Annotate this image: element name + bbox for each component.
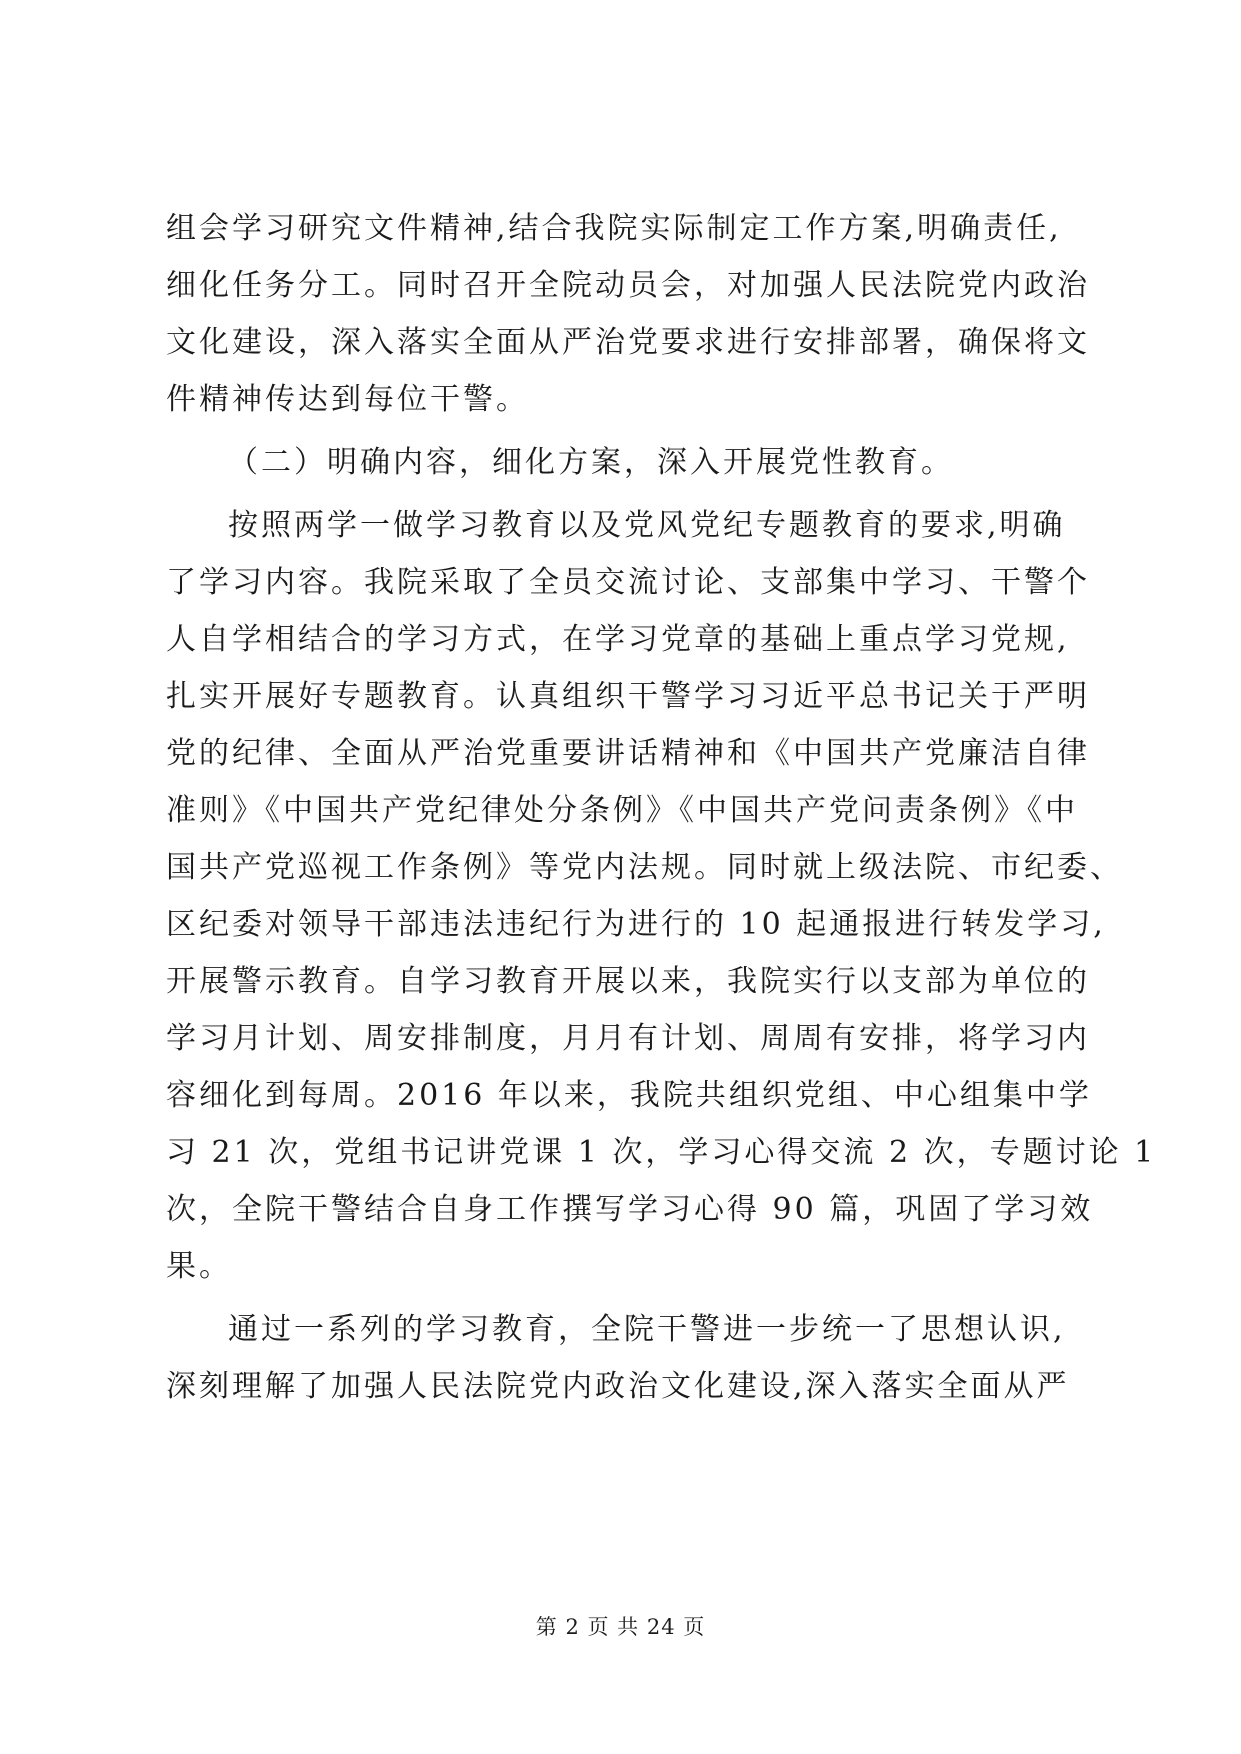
text-line: 深刻理解了加强人民法院党内政治文化建设,深入落实全面从严 xyxy=(166,1369,1070,1404)
text-line: 通过一系列的学习教育，全院干警进一步统一了思想认识, xyxy=(228,1312,1066,1347)
text-line: 学习月计划、周安排制度，月月有计划、周周有安排，将学习内 xyxy=(166,1021,1090,1056)
text-line: 开展警示教育。自学习教育开展以来，我院实行以支部为单位的 xyxy=(166,964,1090,999)
text-line: 件精神传达到每位干警。 xyxy=(166,382,529,417)
section-heading-text: （二）明确内容，细化方案，深入开展党性教育。 xyxy=(228,445,954,480)
text-line: 国共产党巡视工作条例》等党内法规。同时就上级法院、市纪委、 xyxy=(166,850,1123,885)
text-line: 组会学习研究文件精神,结合我院实际制定工作方案,明确责任, xyxy=(166,211,1062,246)
paragraph-continuation xyxy=(166,200,1090,428)
text-line: 细化任务分工。同时召开全院动员会，对加强人民法院党内政治 xyxy=(166,268,1090,303)
section-heading xyxy=(166,434,1082,491)
text-line: 容细化到每周。2016 年以来，我院共组织党组、中心组集中学 xyxy=(166,1078,1092,1113)
text-line: 人自学相结合的学习方式，在学习党章的基础上重点学习党规, xyxy=(166,622,1070,657)
text-line: 扎实开展好专题教育。认真组织干警学习习近平总书记关于严明 xyxy=(166,679,1090,714)
text-line: 文化建设，深入落实全面从严治党要求进行安排部署，确保将文 xyxy=(166,325,1090,360)
text-line: 党的纪律、全面从严治党重要讲话精神和《中国共产党廉洁自律 xyxy=(166,736,1090,771)
text-line: 区纪委对领导干部违法违纪行为进行的 10 起通报进行转发学习, xyxy=(166,907,1106,942)
text-line: 按照两学一做学习教育以及党风党纪专题教育的要求,明确 xyxy=(228,508,1066,543)
text-line: 习 21 次，党组书记讲党课 1 次，学习心得交流 2 次，专题讨论 1 xyxy=(166,1135,1157,1170)
text-line: 次，全院干警结合自身工作撰写学习心得 90 篇，巩固了学习效 xyxy=(166,1192,1094,1227)
paragraph-study-content xyxy=(166,497,1157,1295)
text-line: 了学习内容。我院采取了全员交流讨论、支部集中学习、干警个 xyxy=(166,565,1090,600)
text-line: 果。 xyxy=(166,1249,232,1284)
document-body xyxy=(166,200,1157,1415)
paragraph-conclusion xyxy=(166,1301,1082,1415)
page-footer: 第 2 页 共 24 页 xyxy=(535,1615,706,1639)
text-line: 准则》《中国共产党纪律处分条例》《中国共产党问责条例》《中 xyxy=(166,793,1078,828)
